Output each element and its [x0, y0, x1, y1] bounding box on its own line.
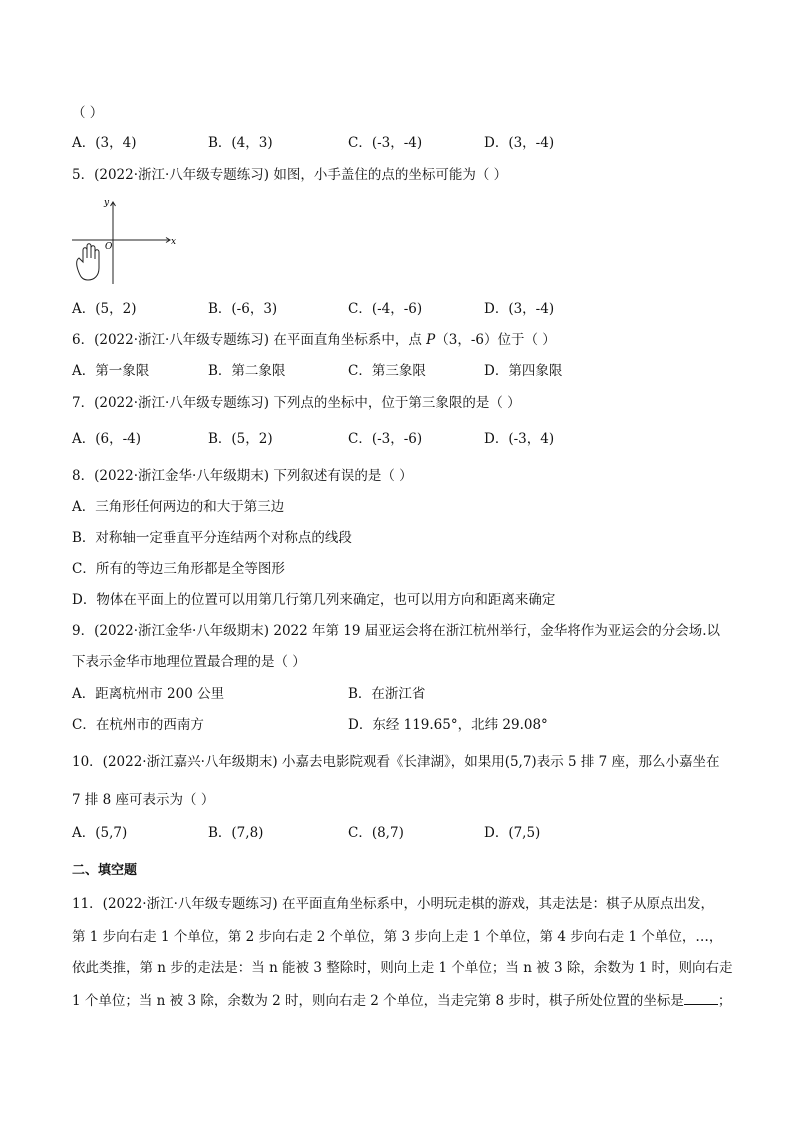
- q4-option-c[interactable]: C．(-3，-4): [348, 135, 423, 151]
- hand-icon: [77, 244, 99, 280]
- q8-option-a[interactable]: A．三角形任何两边的和大于第三边: [72, 499, 285, 515]
- q10-options: [72, 824, 732, 842]
- q7-option-b[interactable]: B．(5，2): [208, 431, 273, 447]
- y-axis-label: y: [104, 198, 110, 208]
- q9-option-c[interactable]: C．在杭州市的西南方: [72, 717, 204, 733]
- q5-option-b[interactable]: B．(-6，3): [208, 301, 278, 317]
- q7-option-c[interactable]: C．(-3，-6): [348, 431, 423, 447]
- q8-option-d[interactable]: D．物体在平面上的位置可以用第几行第几列来确定，也可以用方向和距离来确定: [72, 592, 556, 608]
- q7-option-d[interactable]: D．(-3，4): [484, 431, 555, 447]
- q9-option-d[interactable]: D．东经 119.65°，北纬 29.08°: [348, 717, 548, 733]
- q7-option-a[interactable]: A．(6，-4): [72, 431, 142, 447]
- q4-tail: （ ）: [72, 105, 104, 121]
- q5-option-c[interactable]: C．(-4，-6): [348, 301, 423, 317]
- q11-line4-text: 1 个单位；当 n 被 3 除，余数为 2 时，则向右走 2 个单位，当走完第 8 步时，棋子所处位置的坐标是: [72, 993, 684, 1009]
- q4-options: [72, 134, 732, 152]
- q8-option-c[interactable]: C．所有的等边三角形都是全等图形: [72, 561, 285, 577]
- q6-stem-pre: 6．(2022·浙江·八年级专题练习) 在平面直角坐标系中，点: [72, 332, 427, 348]
- q11-line3: 依此类推，第 n 步的走法是：当 n 能被 3 整除时，则向上走 1 个单位；当 n 被 3 除，余数为 1 时，则向右走: [72, 960, 733, 976]
- q8-stem: 8．(2022·浙江金华·八年级期末) 下列叙述有误的是（ ）: [72, 468, 413, 484]
- q10-option-a[interactable]: A．(5,7): [72, 825, 128, 841]
- q9-option-b[interactable]: B．在浙江省: [348, 686, 426, 702]
- q10-option-b[interactable]: B．(7,8): [208, 825, 264, 841]
- q9-options-row1: [72, 685, 732, 703]
- q4-option-a[interactable]: A．(3，4): [72, 135, 137, 151]
- q10-option-c[interactable]: C．(8,7): [348, 825, 404, 841]
- q5-coordinate-figure: [70, 192, 180, 288]
- q11-answer-blank[interactable]: [684, 991, 718, 1005]
- q5-options: [72, 300, 732, 318]
- q6-option-b[interactable]: B．第二象限: [208, 363, 286, 379]
- q6-stem-post: （3，-6）位于（ ）: [435, 332, 556, 348]
- q7-options: [72, 430, 732, 448]
- q4-option-b[interactable]: B．(4，3): [208, 135, 273, 151]
- q7-stem: 7．(2022·浙江·八年级专题练习) 下列点的坐标中，位于第三象限的是（ ）: [72, 395, 521, 411]
- q6-option-c[interactable]: C．第三象限: [348, 363, 426, 379]
- section-fill-in-title: 二、填空题: [72, 863, 138, 878]
- q11-line1: 11．(2022·浙江·八年级专题练习) 在平面直角坐标系中，小明玩走棋的游戏，其走法是：棋子从原点出发，: [72, 896, 714, 912]
- q10-stem-line2: 7 排 8 座可表示为（ ）: [72, 792, 215, 808]
- q6-options: [72, 362, 732, 380]
- q6-option-a[interactable]: A．第一象限: [72, 363, 150, 379]
- q5-option-d[interactable]: D．(3，-4): [484, 301, 555, 317]
- q6-stem: [72, 331, 556, 349]
- q6-point-var: P: [426, 332, 436, 348]
- q11-line4-end: ；: [717, 993, 732, 1009]
- q5-stem: 5．(2022·浙江·八年级专题练习) 如图，小手盖住的点的坐标可能为（ ）: [72, 167, 508, 183]
- coordinate-axes: [70, 192, 180, 288]
- q9-stem-line2: 下表示金华市地理位置最合理的是（ ）: [72, 654, 306, 670]
- q6-option-d[interactable]: D．第四象限: [484, 363, 563, 379]
- q11-line4: [72, 991, 731, 1010]
- q9-option-a[interactable]: A．距离杭州市 200 公里: [72, 686, 225, 702]
- origin-label: O: [105, 242, 113, 252]
- q5-option-a[interactable]: A．(5，2): [72, 301, 137, 317]
- q11-line2: 第 1 步向右走 1 个单位，第 2 步向右走 2 个单位，第 3 步向上走 1 个单位，第 4 步向右走 1 个单位，…，: [72, 929, 723, 945]
- x-axis-label: x: [171, 237, 177, 247]
- q4-option-d[interactable]: D．(3，-4): [484, 135, 555, 151]
- q8-option-b[interactable]: B．对称轴一定垂直平分连结两个对称点的线段: [72, 530, 352, 546]
- q10-stem-line1: 10．(2022·浙江嘉兴·八年级期末) 小嘉去电影院观看《长津湖》，如果用(5,7)表示 5 排 7 座，那么小嘉坐在: [72, 754, 720, 770]
- q9-stem-line1: 9．(2022·浙江金华·八年级期末) 2022 年第 19 届亚运会将在浙江杭州举行，金华将作为亚运会的分会场.以: [72, 623, 721, 639]
- q9-options-row2: [72, 716, 732, 734]
- q10-option-d[interactable]: D．(7,5): [484, 825, 541, 841]
